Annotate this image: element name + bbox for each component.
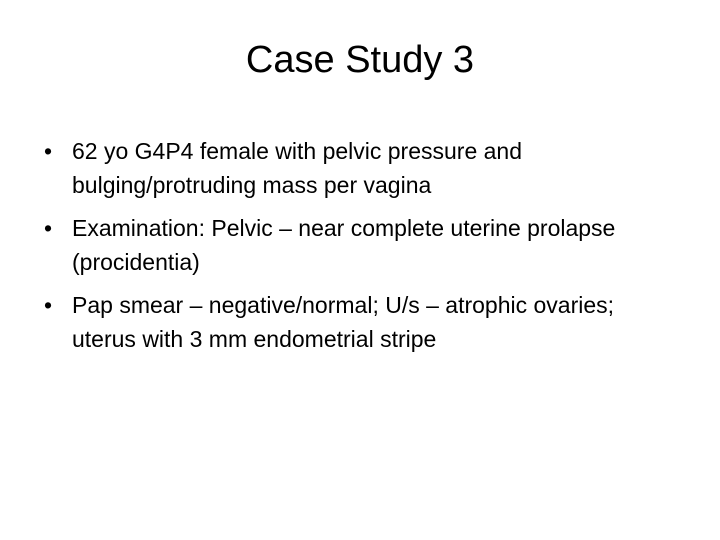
bullet-item xyxy=(42,134,682,202)
slide-title: Case Study 3 xyxy=(245,39,475,81)
bullet-point-icon: • xyxy=(44,292,53,318)
bullet-point-icon: • xyxy=(44,215,53,241)
bullet-text: Pap smear – negative/normal; U/s – atrophic ovaries; uterus with 3 mm endometrial stripe xyxy=(72,292,615,352)
bullet-item xyxy=(42,211,682,279)
bullet-text: 62 yo G4P4 female with pelvic pressure and bulging/protruding mass per vagina xyxy=(72,138,523,198)
bullet-list xyxy=(42,134,682,365)
bullet-text: Examination: Pelvic – near complete uterine prolapse (procidentia) xyxy=(72,215,616,275)
bullet-item xyxy=(42,288,682,356)
bullet-point-icon: • xyxy=(44,138,53,164)
